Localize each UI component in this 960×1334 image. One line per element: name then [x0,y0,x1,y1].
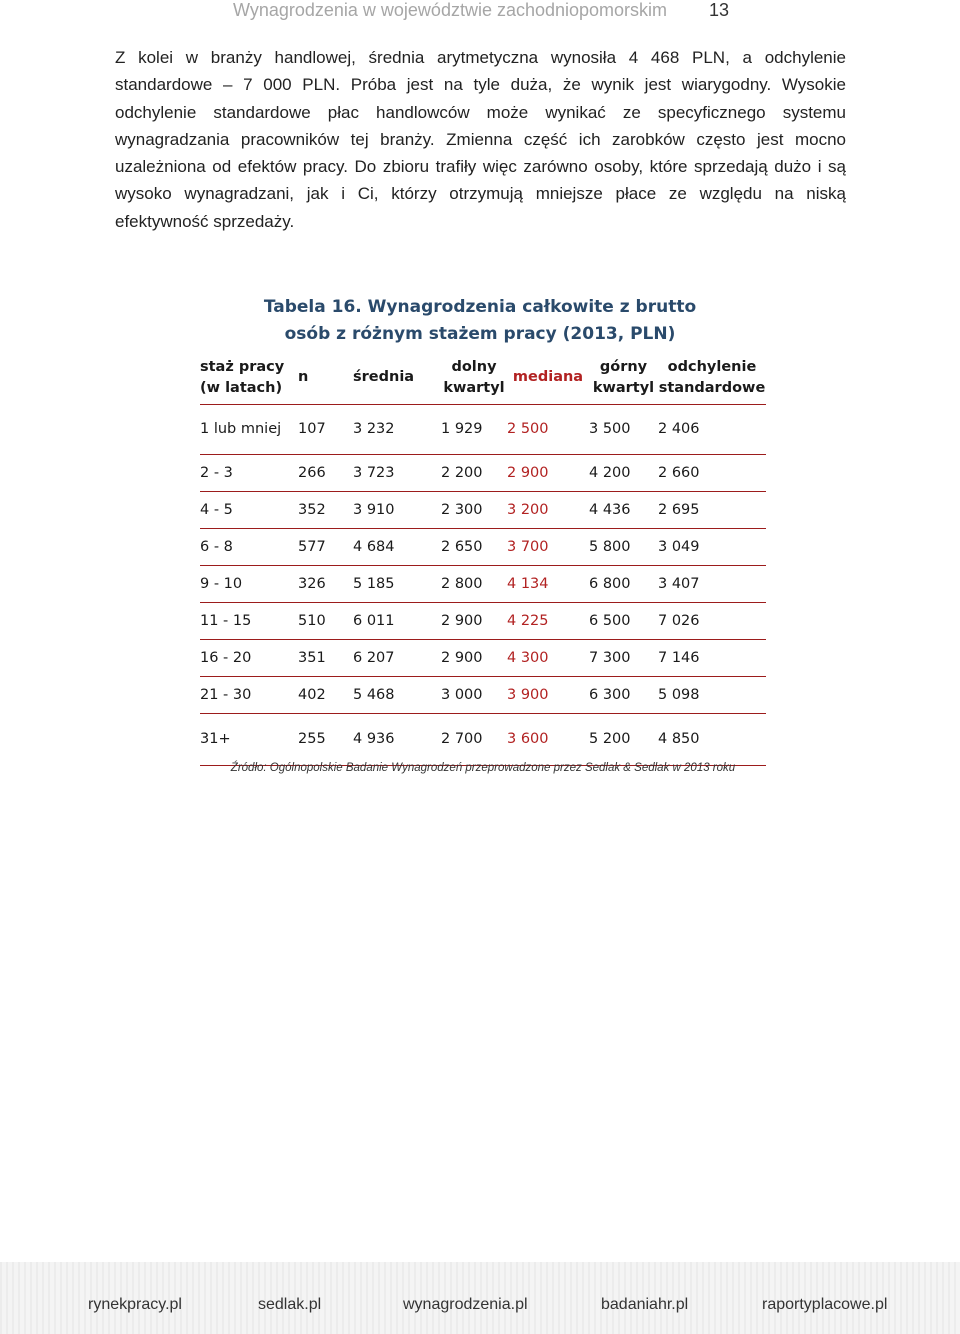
cell-n: 326 [298,575,326,592]
table-caption-line1: Tabela 16. Wynagrodzenia całkowite z brutto [263,297,697,317]
footer-link[interactable]: badaniahr.pl [601,1296,689,1313]
cell-odch: 2 660 [658,464,700,481]
header-gorny-kwartyl [589,352,658,404]
cell-n: 107 [298,421,326,437]
header-odch-line2: standardowe [658,379,766,396]
cell-n: 352 [298,501,326,518]
cell-n: 577 [298,538,326,555]
cell-srednia: 5 468 [353,686,395,703]
cell-gorny: 5 200 [589,731,631,747]
cell-staz: 1 lub mniej [200,420,282,437]
table-row [200,676,766,713]
table-row [200,491,766,528]
cell-srednia: 5 185 [353,575,395,592]
table-row [200,528,766,565]
cell-staz: 6 - 8 [200,538,233,555]
header-dolny-line2: kwartyl [443,379,505,396]
cell-dolny: 2 300 [441,501,483,518]
cell-srednia: 6 207 [353,649,395,666]
header-gorny-line2: kwartyl [592,379,655,396]
table-caption [200,294,760,348]
cell-srednia: 3 910 [353,501,395,518]
cell-mediana: 2 500 [507,421,549,437]
cell-staz: 4 - 5 [200,501,233,518]
cell-n: 351 [298,649,326,666]
cell-gorny: 5 800 [589,538,631,555]
table-source: Źródło: Ogólnopolskie Badanie Wynagrodzeń przeprowadzone przez Sedlak & Sedlak w 2013 roku [230,762,736,774]
table-caption-line2: osób z różnym stażem pracy (2013, PLN) [284,324,676,344]
footer-link[interactable]: sedlak.pl [258,1296,322,1313]
page-number: 13 [709,0,730,20]
cell-mediana: 2 900 [507,464,549,481]
cell-gorny: 6 800 [589,575,631,592]
cell-srednia: 4 684 [353,538,395,555]
cell-dolny: 3 000 [441,686,483,703]
cell-mediana: 4 134 [507,575,549,592]
cell-srednia: 6 011 [353,612,395,629]
cell-odch: 2 406 [658,421,700,437]
cell-mediana: 3 900 [507,686,549,703]
cell-gorny: 6 500 [589,612,631,629]
header-dolny-line1: dolny [451,358,497,375]
header-mediana: mediana [512,369,584,386]
cell-n: 510 [298,612,326,629]
cell-staz: 2 - 3 [200,464,233,481]
header-gorny-line1: górny [599,358,648,375]
cell-staz: 11 - 15 [200,612,252,629]
table-header-row [200,352,766,404]
cell-gorny: 4 436 [589,501,631,518]
table-row [200,713,766,765]
footer-link[interactable]: raportyplacowe.pl [762,1296,888,1313]
header-odch-line1: odchylenie [667,358,757,375]
table-row [200,565,766,602]
cell-odch: 3 407 [658,575,700,592]
cell-odch: 7 026 [658,612,700,629]
header-dolny-kwartyl [441,352,507,404]
cell-mediana: 3 700 [507,538,549,555]
cell-odch: 2 695 [658,501,700,518]
table-row [200,639,766,676]
cell-gorny: 4 200 [589,464,631,481]
cell-dolny: 2 900 [441,612,483,629]
table-row [200,602,766,639]
cell-gorny: 7 300 [589,649,631,666]
cell-staz: 31+ [200,731,231,747]
cell-staz: 16 - 20 [200,649,252,666]
salary-table [200,352,766,766]
cell-n: 255 [298,731,326,747]
cell-n: 266 [298,464,326,481]
cell-srednia: 4 936 [353,731,395,747]
footer-link[interactable]: rynekpracy.pl [88,1296,182,1313]
body-paragraph: Z kolei w branży handlowej, średnia arytmetyczna wynosiła 4 468 PLN, a odchylenie standardowe – 7 000 PLN. Próba jest na tyle duża, że wynik jest wiarygodny. Wysokie odchylenie standardowe płac handlowców może wynikać ze specyficznego systemu wynagradzania pracowników tej branży. Zmienna część ich zarobków często jest mocno uzależniona od efektów pracy. Do zbioru trafiły więc zarówno osoby, które sprzedają dużo i są wysoko wynagradzani, jak i Ci, którzy otrzymują mniejsze płace ze względu na niską efektywność sprzedaży. [115,48,846,231]
cell-odch: 3 049 [658,538,700,555]
page-header [0,0,960,28]
cell-odch: 7 146 [658,649,700,666]
cell-n: 402 [298,686,326,703]
cell-staz: 9 - 10 [200,575,243,592]
cell-dolny: 2 200 [441,464,483,481]
header-n: n [298,369,309,386]
footer-link[interactable]: wynagrodzenia.pl [403,1296,528,1313]
cell-dolny: 2 700 [441,731,483,747]
cell-dolny: 1 929 [441,421,483,437]
table-row [200,404,766,454]
header-staz [200,352,298,404]
cell-srednia: 3 232 [353,421,395,437]
cell-staz: 21 - 30 [200,686,252,703]
cell-mediana: 4 300 [507,649,549,666]
cell-mediana: 4 225 [507,612,549,629]
cell-dolny: 2 900 [441,649,483,666]
cell-mediana: 3 200 [507,501,549,518]
cell-gorny: 6 300 [589,686,631,703]
cell-dolny: 2 800 [441,575,483,592]
cell-mediana: 3 600 [507,731,549,747]
cell-odch: 5 098 [658,686,700,703]
table-row [200,454,766,491]
header-srednia: średnia [353,369,415,386]
header-staz-line1: staż pracy [200,358,285,375]
document-title: Wynagrodzenia w województwie zachodniopomorskim [233,0,668,20]
cell-gorny: 3 500 [589,421,631,437]
header-odchylenie [658,352,766,404]
cell-dolny: 2 650 [441,538,483,555]
header-staz-line2: (w latach) [200,379,283,396]
cell-odch: 4 850 [658,731,700,747]
cell-srednia: 3 723 [353,464,395,481]
